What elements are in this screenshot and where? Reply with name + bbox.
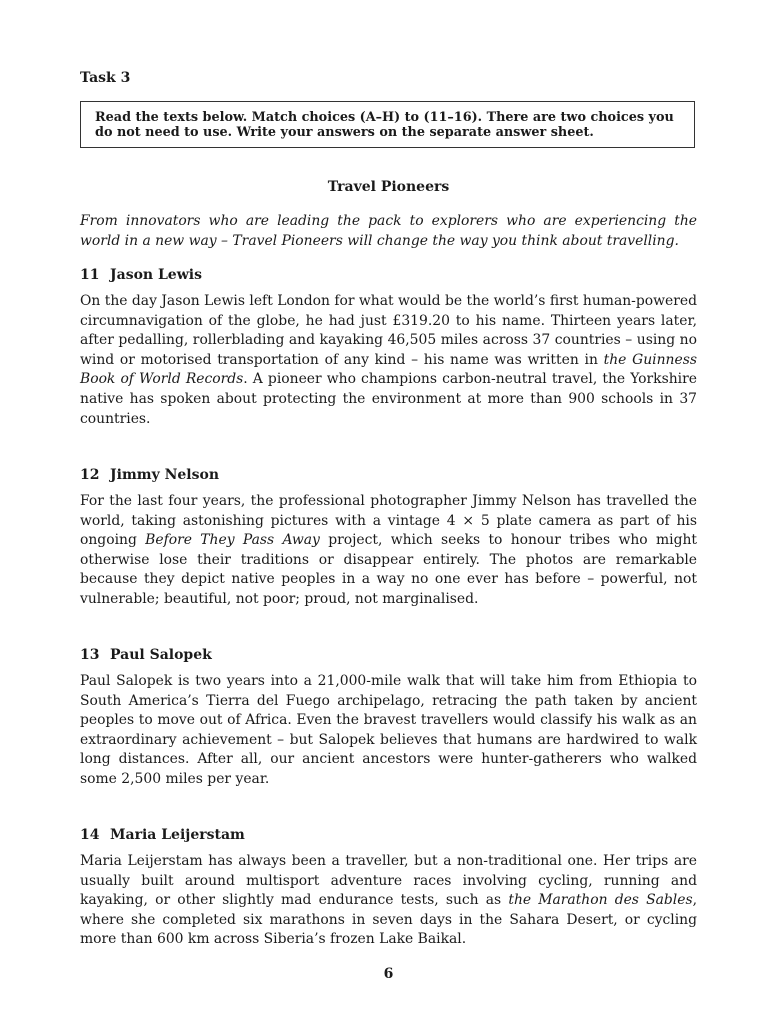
body-text: For the last four years, the professional photographer Jimmy Nelson has travelled the world, taking astonishing pictures with a vintage 4 × 5 plate camera as part of his ongoing: [80, 493, 697, 549]
section-jason-lewis: [80, 266, 697, 429]
section-name: Jimmy Nelson: [110, 467, 219, 483]
section-heading: [80, 466, 697, 484]
body-text: . A pioneer who champions carbon-neutral travel, the Yorkshire native has spoken about protecting the environment at more than 900 schools in 37 countries.: [80, 371, 697, 427]
section-number: 11: [80, 267, 100, 283]
section-maria-leijerstam: [80, 826, 697, 950]
italic-title: the Guinness Book of World Records: [80, 351, 697, 388]
section-body: [80, 672, 697, 790]
body-text: , where she completed six marathons in seven days in the Sahara Desert, or cycling more than 600 km across Siberia’s frozen Lake Baikal.: [80, 892, 697, 948]
section-heading: [80, 646, 697, 664]
intro-paragraph: From innovators who are leading the pack to explorers who are experiencing the world in a new way – Travel Pioneers will change the way you think about travelling.: [80, 213, 697, 249]
section-name: Paul Salopek: [110, 647, 212, 663]
section-name: Maria Leijerstam: [110, 827, 245, 843]
section-body: [80, 492, 697, 610]
body-text: Maria Leijerstam has always been a traveller, but a non-traditional one. Her trips are usually built around multisport adventure races involving cycling, running and kayaking, or other slightly mad endurance tests, such as: [80, 853, 697, 909]
page-number: 6: [383, 966, 394, 982]
body-text: Paul Salopek is two years into a 21,000-mile walk that will take him from Ethiopia to South America’s Tierra del Fuego archipelago, retracing the path taken by ancient peoples to move out of Africa. Even the bravest travellers would classify his walk as an extraordinary achievement – but Salopek believes that humans are hardwired to walk long distances. After all, our ancient ancestors were hunter-gatherers who walked some 2,500 miles per year.: [80, 673, 697, 787]
body-text: project, which seeks to honour tribes who might otherwise lose their traditions or disappear entirely. The photos are remarkable because they depict native peoples in a way no one ever has before – powerful, not vulnerable; beautiful, not poor; proud, not marginalised.: [80, 532, 697, 607]
section-jimmy-nelson: [80, 466, 697, 610]
section-body: [80, 852, 697, 950]
task-label: Task 3: [80, 70, 131, 86]
section-number: 14: [80, 827, 100, 843]
section-paul-salopek: [80, 646, 697, 790]
instructions-box: Read the texts below. Match choices (A–H) to (11–16). There are two choices you do not need to use. Write your answers on the separate answer sheet.: [80, 101, 695, 148]
section-number: 13: [80, 647, 100, 663]
document-title: Travel Pioneers: [327, 179, 450, 195]
section-number: 12: [80, 467, 100, 483]
italic-title: the Marathon des Sables: [508, 892, 693, 909]
section-name: Jason Lewis: [110, 267, 202, 283]
body-text: On the day Jason Lewis left London for what would be the world’s first human-powered circumnavigation of the globe, he had just £319.20 to his name. Thirteen years later, after pedalling, rollerblading and kayaking 46,505 miles across 37 countries – using no wind or motorised transportation of any kind – his name was written in: [80, 293, 697, 368]
section-heading: [80, 266, 697, 284]
section-body: [80, 292, 697, 429]
italic-title: Before They Pass Away: [145, 532, 320, 549]
section-heading: [80, 826, 697, 844]
